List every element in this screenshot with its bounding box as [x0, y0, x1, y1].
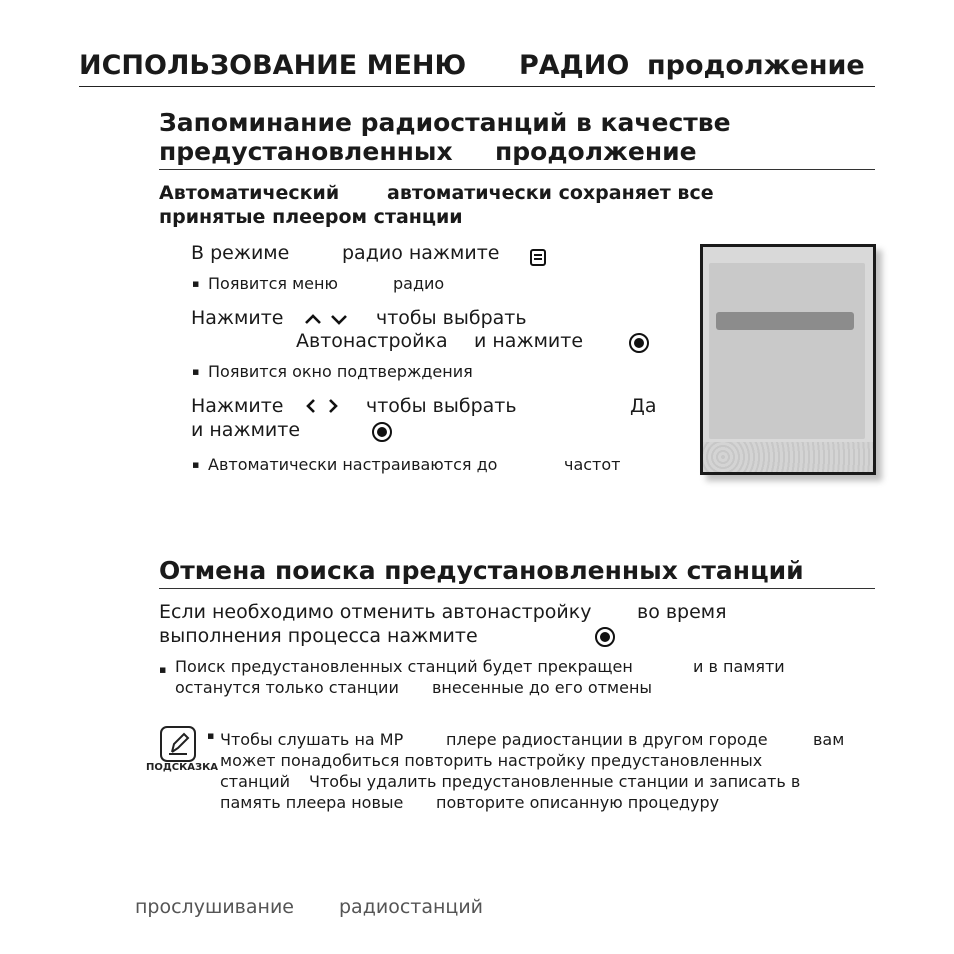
screen-decoration — [703, 442, 873, 472]
step3-a: Нажмите — [191, 395, 284, 417]
up-down-icon — [304, 312, 350, 326]
section1-title-line1: Запоминание радиостанций в качестве — [159, 108, 731, 137]
step3-c: Да — [630, 395, 657, 417]
tip-line1a: Чтобы слушать на MP — [220, 730, 404, 749]
bullet3-b: частот — [564, 455, 621, 474]
tip-line3b: Чтобы удалить предустановленные станции и записать в — [309, 772, 801, 791]
screen-area — [709, 263, 865, 439]
tip-line4b: повторите описанную процедуру — [436, 793, 720, 812]
bullet1-a: ▪ Появится меню — [208, 274, 338, 293]
section2-para-line1b: во время — [637, 601, 727, 623]
section1-title-line2b: продолжение — [495, 137, 697, 166]
step2-a: Нажмите — [191, 307, 284, 329]
step3-b: чтобы выбрать — [366, 395, 517, 417]
step1-a: В режиме — [191, 242, 290, 264]
section2-bullet-line1a: ▪ Поиск предустановленных станций будет прекращен — [175, 656, 633, 677]
bullet2: ▪ Появится окно подтверждения — [208, 362, 473, 381]
menu-button-icon — [530, 249, 546, 266]
left-right-icon — [306, 398, 340, 414]
bullet3-a: ▪ Автоматически настраиваются до — [208, 455, 497, 474]
section2-title: Отмена поиска предустановленных станций — [159, 556, 804, 585]
step2-b: чтобы выбрать — [376, 307, 527, 329]
tip-pencil-icon — [160, 726, 196, 762]
subhead-line2: принятые плеером станции — [159, 206, 463, 228]
subhead-b: автоматически сохраняет все — [387, 182, 714, 204]
tip-line1b: плере радиостанции в другом городе — [446, 730, 768, 749]
tip-label: ПОДСКАЗКА — [146, 762, 219, 773]
step3-d: и нажмите — [191, 419, 301, 441]
bullet1-b: радио — [393, 274, 445, 293]
step2-d: и нажмите — [474, 330, 584, 352]
player-screen-illustration — [700, 244, 876, 475]
select-button-icon — [595, 627, 615, 647]
step1-b: радио нажмите — [342, 242, 500, 264]
header-continued: продолжение — [647, 50, 865, 81]
tip-line3a: станций — [220, 772, 291, 791]
section1-rule — [159, 169, 875, 170]
tip-line4a: память плеера новые — [220, 793, 404, 812]
section2-bullet-line1b: и в памяти — [693, 657, 785, 676]
footer-a: прослушивание — [135, 896, 294, 918]
section2-bullet-line2b: внесенные до его отмены — [432, 678, 653, 697]
tip-bullet: ▪ — [207, 729, 215, 742]
tip-line1c: вам — [813, 730, 845, 749]
section2-para-line1a: Если необходимо отменить автонастройку — [159, 601, 592, 623]
header-rule — [79, 86, 875, 87]
menu-highlight-bar — [716, 312, 854, 330]
subhead-a: Автоматический — [159, 182, 340, 204]
section2-rule — [159, 588, 875, 589]
step2-c: Автонастройка — [296, 330, 448, 352]
header-title: ИСПОЛЬЗОВАНИЕ МЕНЮ — [79, 50, 467, 81]
tip-line2: может понадобиться повторить настройку предустановленных — [220, 751, 763, 770]
footer-b: радиостанций — [339, 896, 484, 918]
section1-title-line2a: предустановленных — [159, 137, 453, 166]
section2-bullet-line2a: останутся только станции — [175, 678, 399, 697]
header-section: РАДИО — [519, 50, 630, 81]
section2-para-line2: выполнения процесса нажмите — [159, 625, 478, 647]
select-button-icon — [372, 422, 392, 442]
select-button-icon — [629, 333, 649, 353]
